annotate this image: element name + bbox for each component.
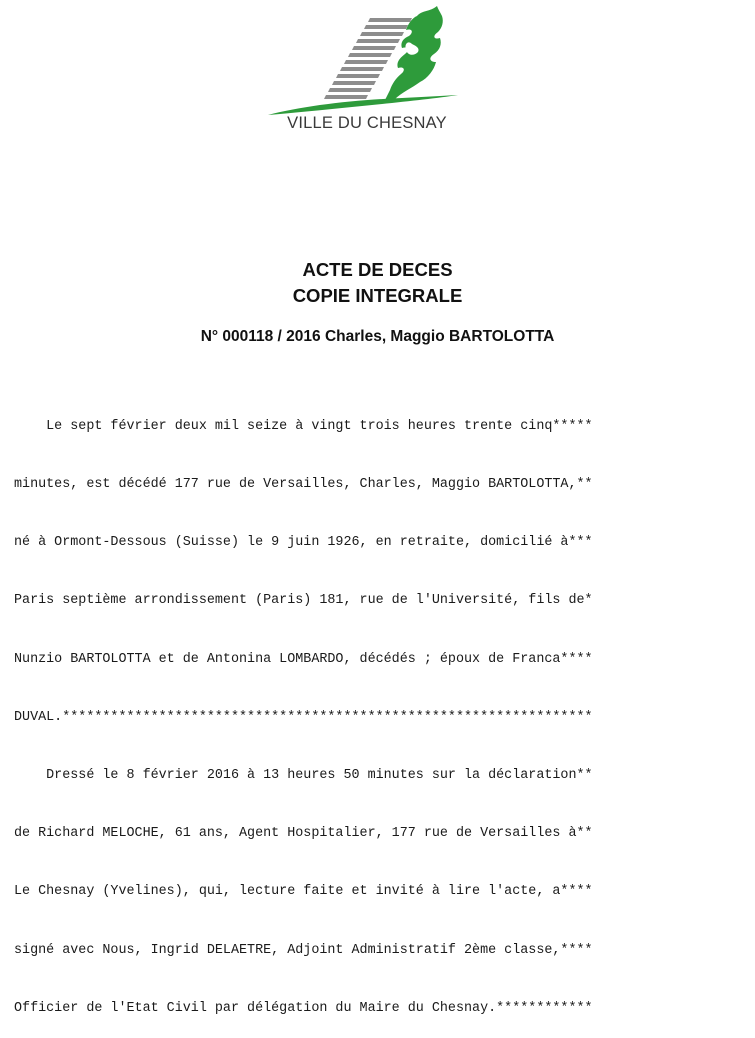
body-line: Nunzio BARTOLOTTA et de Antonina LOMBARDO, décédés ; époux de Franca****	[14, 651, 593, 667]
document-reference: N° 000118 / 2016 Charles, Maggio BARTOLOTTA	[200, 328, 555, 345]
body-line: né à Ormont-Dessous (Suisse) le 9 juin 1926, en retraite, domicilié à***	[14, 535, 593, 551]
body-line: Paris septième arrondissement (Paris) 181, rue de l'Université, fils de*	[14, 593, 593, 609]
document-subtitle: COPIE INTEGRALE	[292, 285, 463, 306]
act-body-text	[14, 378, 755, 1038]
body-line: signé avec Nous, Ingrid DELAETRE, Adjoint Administratif 2ème classe,****	[14, 942, 593, 958]
body-line: minutes, est décédé 177 rue de Versailles, Charles, Maggio BARTOLOTTA,**	[14, 477, 593, 493]
body-line: Dressé le 8 février 2016 à 13 heures 50 minutes sur la déclaration**	[14, 768, 593, 784]
document-title: ACTE DE DECES	[302, 259, 453, 280]
body-line: Le sept février deux mil seize à vingt trois heures trente cinq*****	[14, 418, 593, 434]
body-line: Le Chesnay (Yvelines), qui, lecture faite et invité à lire l'acte, a****	[14, 884, 593, 900]
body-line: Officier de l'Etat Civil par délégation du Maire du Chesnay.************	[14, 1000, 593, 1016]
town-name: VILLE DU CHESNAY	[287, 114, 447, 132]
body-line: de Richard MELOCHE, 61 ans, Agent Hospitalier, 177 rue de Versailles à**	[14, 826, 593, 842]
body-line: DUVAL.******************************************************************	[14, 709, 593, 725]
